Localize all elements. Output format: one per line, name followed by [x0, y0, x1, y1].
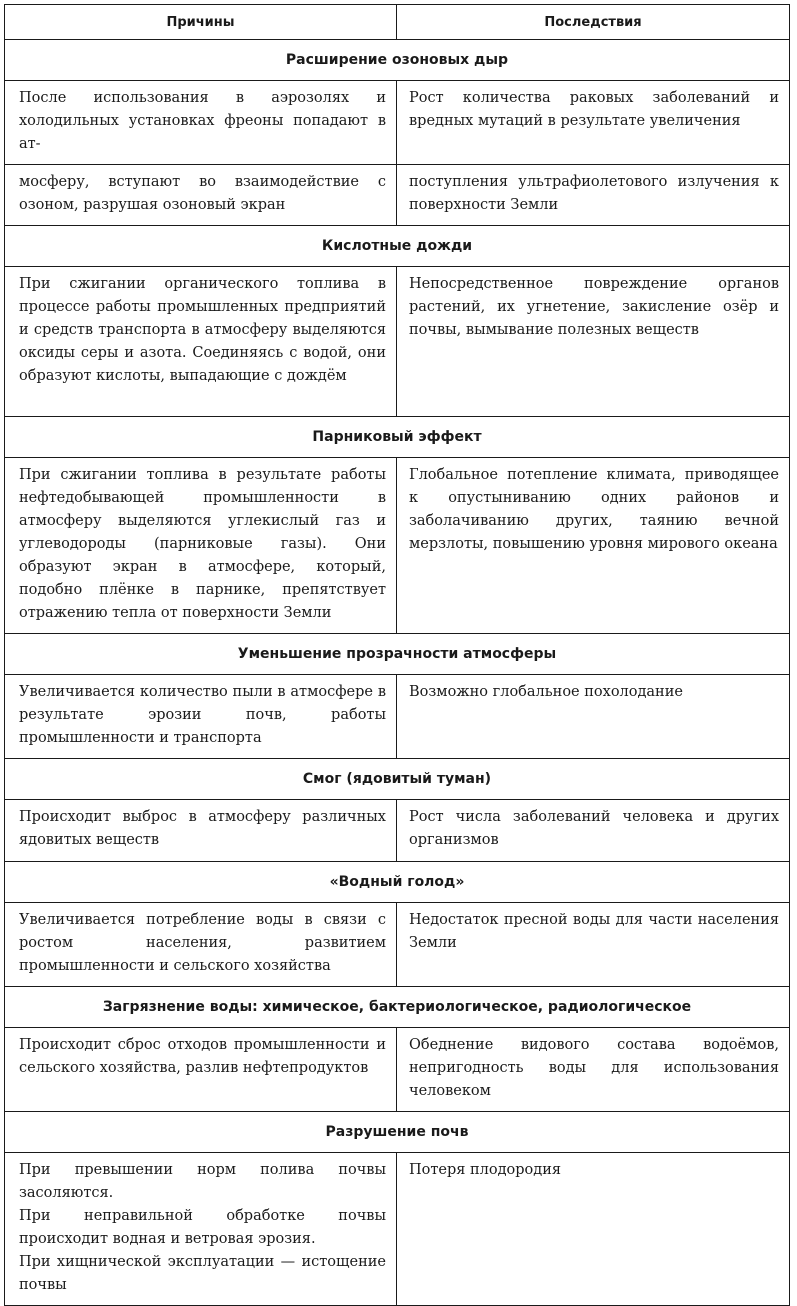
- effect-cell: поступления ультрафиолетового излучения к поверхности Земли: [397, 165, 790, 226]
- section-row: [5, 417, 790, 458]
- effect-cell: Потеря плодородия: [397, 1153, 790, 1306]
- effect-cell: Непосредственное повреждение органов растений, их угнетение, закисление озёр и почвы, вымывание полезных веществ: [397, 267, 790, 417]
- section-row: [5, 634, 790, 675]
- section-row: [5, 987, 790, 1028]
- effect-cell: Недостаток пресной воды для части населения Земли: [397, 903, 790, 987]
- section-row: [5, 1112, 790, 1153]
- table-row: [5, 1153, 790, 1306]
- section-row: [5, 862, 790, 903]
- cause-cell: Происходит сброс отходов промышленности и сельского хозяйства, разлив нефтепродуктов: [5, 1028, 397, 1112]
- cause-cell: Увеличивается количество пыли в атмосфере в результате эрозии почв, работы промышленности и транспорта: [5, 675, 397, 759]
- ecology-problems-table: [4, 4, 790, 1306]
- cause-line: При неправильной обработке почвы происходит водная и ветровая эрозия.: [19, 1208, 386, 1247]
- section-row: [5, 226, 790, 267]
- cause-cell: При сжигании топлива в результате работы нефтедобывающей промышленности в атмосферу выделяются углекислый газ и углеводороды (парниковые газы). Они образуют экран в атмосфере, который, подобно плёнке в парнике, препятствует отражению тепла от поверхности Земли: [5, 458, 397, 634]
- cause-cell: [5, 1153, 397, 1306]
- effect-cell: Рост числа заболеваний человека и других организмов: [397, 800, 790, 862]
- section-title: Смог (ядовитый туман): [5, 759, 790, 800]
- section-title: Кислотные дожди: [5, 226, 790, 267]
- section-row: [5, 40, 790, 81]
- section-title: Парниковый эффект: [5, 417, 790, 458]
- effect-cell: Рост количества раковых заболеваний и вредных мутаций в результате увеличения: [397, 81, 790, 165]
- section-title: Уменьшение прозрачности атмосферы: [5, 634, 790, 675]
- table-row: [5, 267, 790, 417]
- effect-cell: Обеднение видового состава водоёмов, непригодность воды для использования человеком: [397, 1028, 790, 1112]
- table-row: [5, 903, 790, 987]
- table-row: [5, 675, 790, 759]
- cause-cell: Происходит выброс в атмосферу различных ядовитых веществ: [5, 800, 397, 862]
- table-row: [5, 81, 790, 165]
- section-title: «Водный голод»: [5, 862, 790, 903]
- section-title: Расширение озоновых дыр: [5, 40, 790, 81]
- cause-line: При превышении норм полива почвы засоляются.: [19, 1162, 386, 1201]
- table-row: [5, 458, 790, 634]
- table-row: [5, 800, 790, 862]
- effect-cell: Возможно глобальное похолодание: [397, 675, 790, 759]
- consequences-column-header: Последствия: [397, 5, 790, 40]
- table-header-row: [5, 5, 790, 40]
- cause-cell: мосферу, вступают во взаимодействие с озоном, разрушая озоновый экран: [5, 165, 397, 226]
- table-row: [5, 165, 790, 226]
- table-row: [5, 1028, 790, 1112]
- cause-line: При хищнической эксплуатации — истощение почвы: [19, 1254, 386, 1293]
- cause-cell: При сжигании органического топлива в процессе работы промышленных предприятий и средств транспорта в атмосферу выделяются оксиды серы и азота. Соединяясь с водой, они образуют кислоты, выпадающие с дождём: [5, 267, 397, 417]
- section-row: [5, 759, 790, 800]
- effect-cell: Глобальное потепление климата, приводящее к опустыниванию одних районов и заболачиванию других, таянию вечной мерзлоты, повышению уровня мирового океана: [397, 458, 790, 634]
- cause-cell: После использования в аэрозолях и холодильных установках фреоны попадают в ат-: [5, 81, 397, 165]
- section-title: Загрязнение воды: химическое, бактериологическое, радиологическое: [5, 987, 790, 1028]
- section-title: Разрушение почв: [5, 1112, 790, 1153]
- causes-column-header: Причины: [5, 5, 397, 40]
- cause-cell: Увеличивается потребление воды в связи с ростом населения, развитием промышленности и сельского хозяйства: [5, 903, 397, 987]
